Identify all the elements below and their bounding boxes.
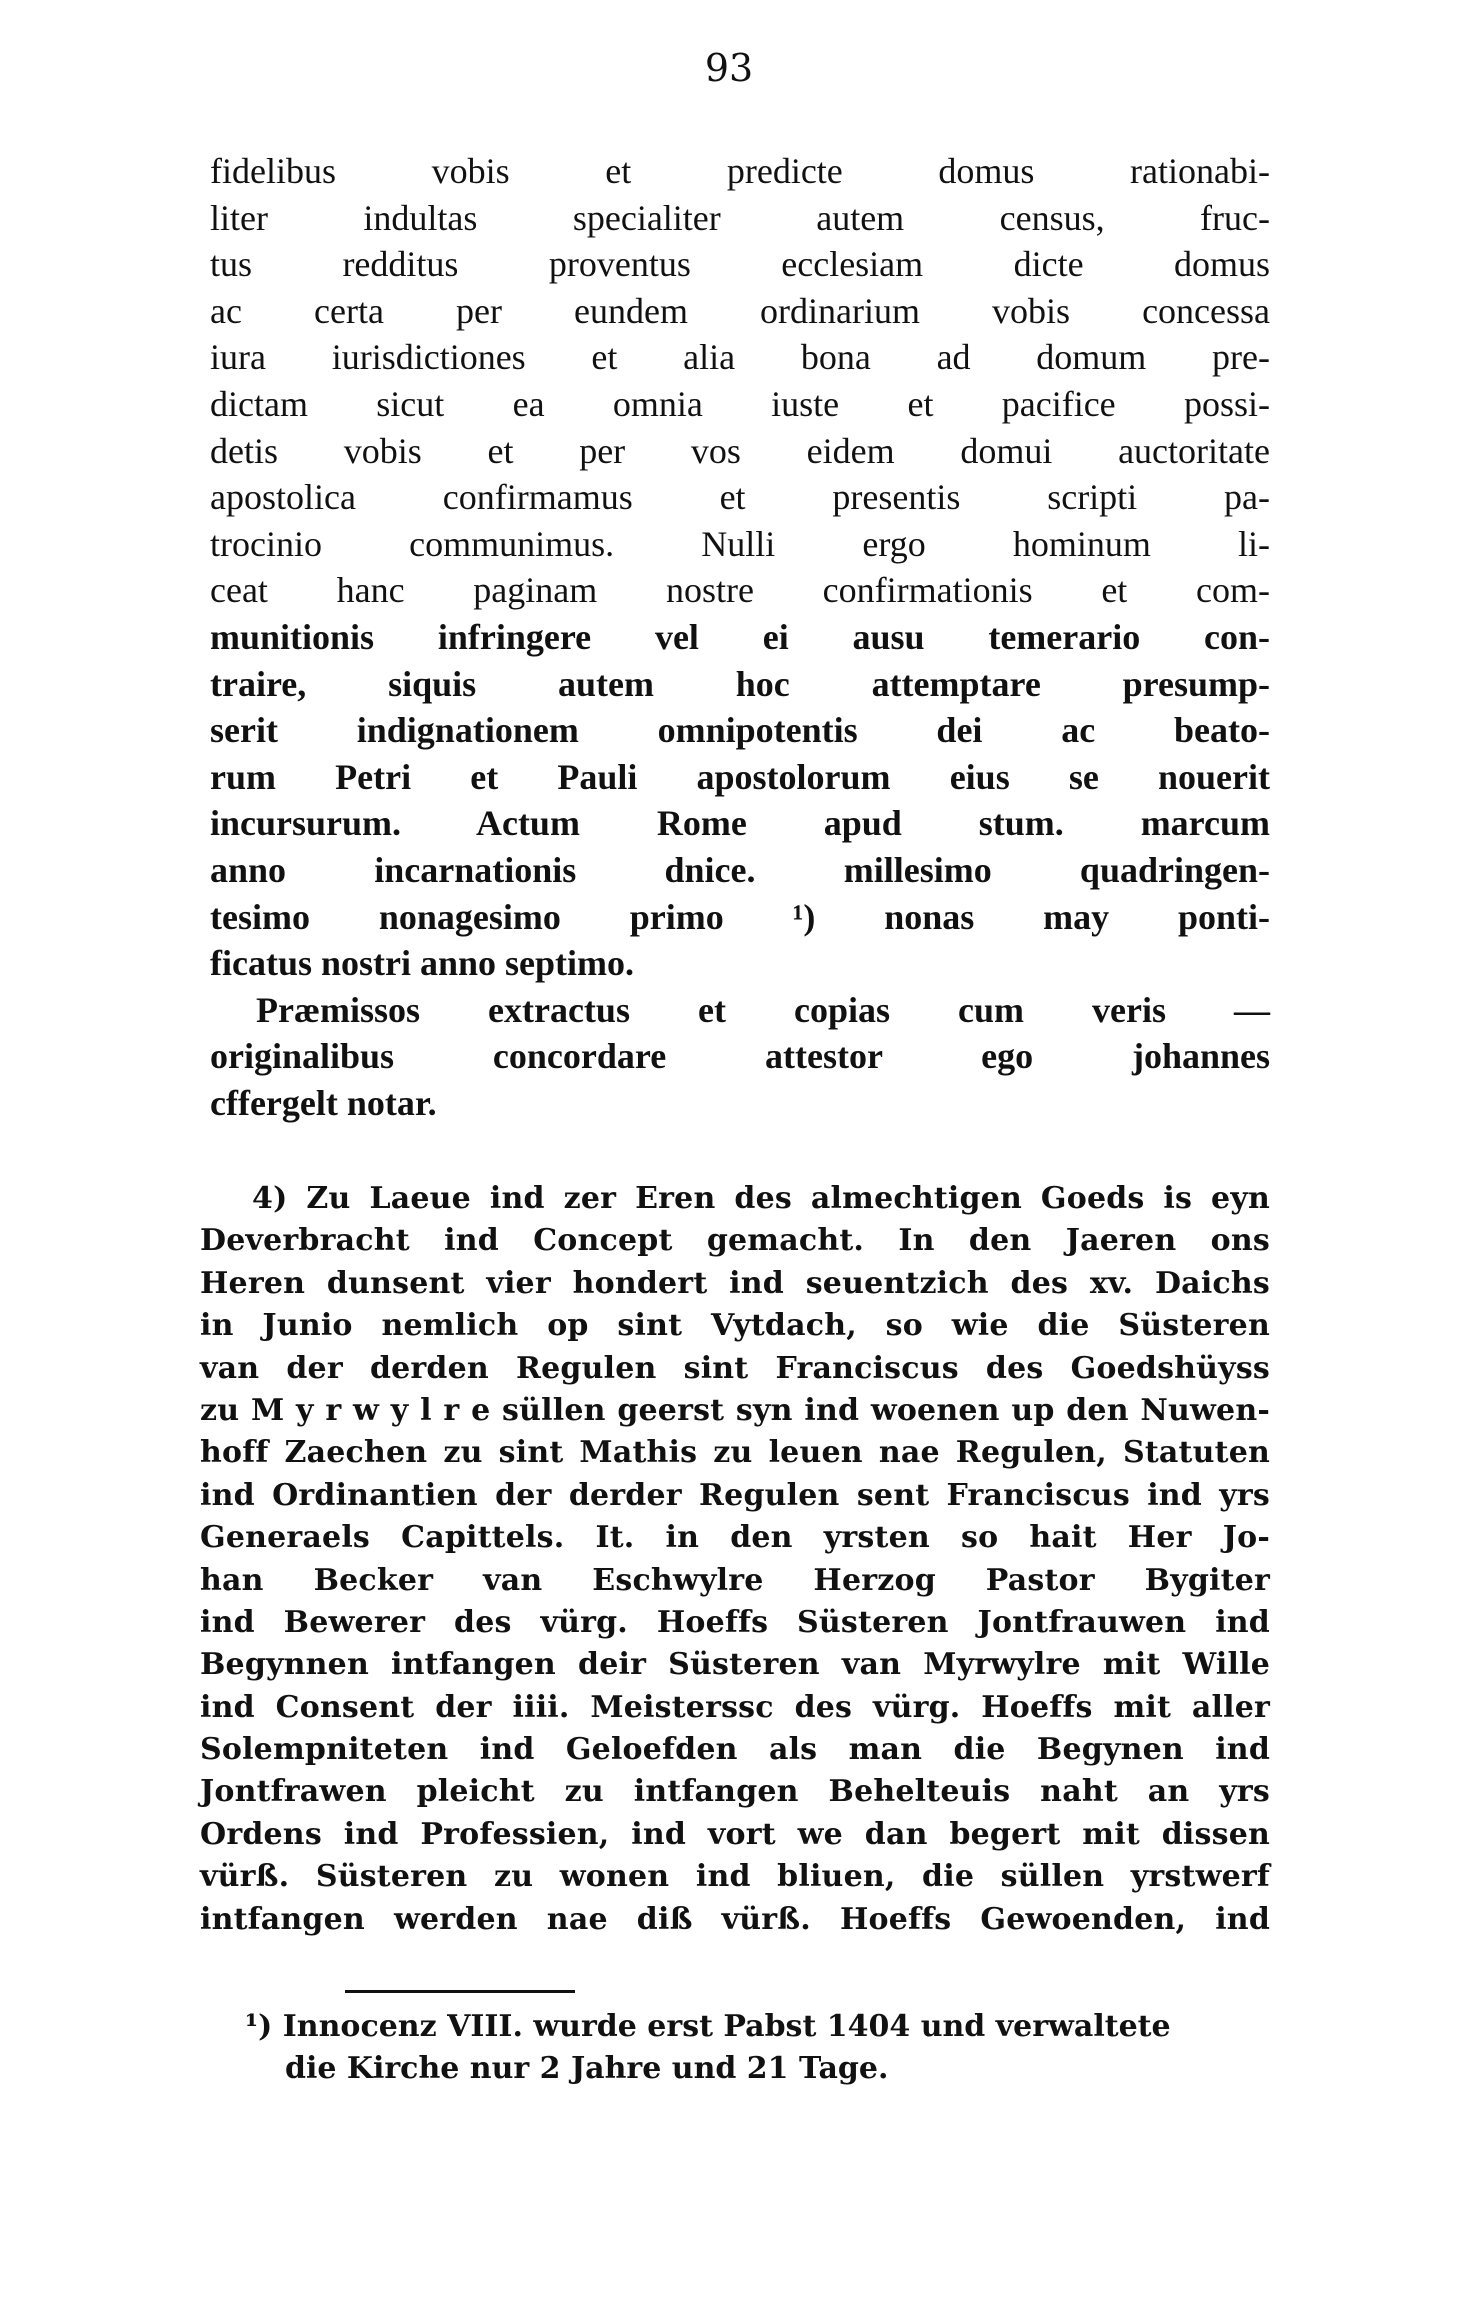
german-line: in Junio nemlich op sint Vytdach, so wie die Süsteren <box>200 1308 1270 1344</box>
german-line: Begynnen intfangen deir Süsteren van Myrwylre mit Wille <box>200 1647 1270 1683</box>
german-line: Heren dunsent vier hondert ind seuentzich des xv. Daichs <box>200 1265 1270 1301</box>
german-line: vürß. Süsteren zu wonen ind bliuen, die süllen yrstwerf <box>200 1859 1270 1895</box>
latin-paragraph <box>210 148 1270 1126</box>
german-line: 4) Zu Laeue ind zer Eren des almechtigen Goeds is eyn <box>252 1181 1270 1216</box>
footnote-divider <box>345 1990 575 1993</box>
german-paragraph <box>200 1178 1270 1941</box>
latin-line: incursurum. Actum Rome apud stum. marcum <box>210 803 1270 844</box>
footnote-line: ¹) Innocenz VIII. wurde erst Pabst 1404 und verwaltete <box>245 2009 1171 2044</box>
latin-line: rum Petri et Pauli apostolorum eius se nouerit <box>210 756 1270 797</box>
attestation-line: cffergelt notar. <box>210 1082 437 1123</box>
german-line: Ordens ind Professien, ind vort we dan begert mit dissen <box>200 1816 1270 1852</box>
footnote-line: die Kirche nur 2 Jahre und 21 Tage. <box>285 2051 889 2086</box>
latin-line: iura iurisdictiones et alia bona ad domum pre- <box>210 337 1270 378</box>
german-line: ind Ordinantien der derder Regulen sent Franciscus ind yrs <box>200 1477 1270 1513</box>
latin-line: dictam sicut ea omnia iuste et pacifice possi- <box>210 383 1270 424</box>
latin-line: tus redditus proventus ecclesiam dicte domus <box>210 244 1270 285</box>
german-line: Jontfrawen pleicht zu intfangen Behelteuis naht an yrs <box>200 1774 1270 1810</box>
latin-line: ceat hanc paginam nostre confirmationis et com- <box>210 570 1270 611</box>
latin-line: ac certa per eundem ordinarium vobis concessa <box>210 290 1270 331</box>
german-line: ind Bewerer des vürg. Hoeffs Süsteren Jontfrauwen ind <box>200 1604 1270 1640</box>
german-line: Solempniteten ind Geloefden als man die Begynen ind <box>200 1732 1270 1768</box>
german-line: Generaels Capittels. It. in den yrsten so hait Her Jo- <box>200 1520 1270 1556</box>
german-line: intfangen werden nae diß vürß. Hoeffs Gewoenden, ind <box>200 1901 1270 1937</box>
latin-line: fidelibus vobis et predicte domus rationabi- <box>210 151 1270 191</box>
latin-line: liter indultas specialiter autem census, fruc- <box>210 197 1270 238</box>
german-line: han Becker van Eschwylre Herzog Pastor Bygiter <box>200 1562 1270 1598</box>
latin-line: tesimo nonagesimo primo ¹) nonas may ponti- <box>210 896 1270 937</box>
footnote <box>245 2006 1255 2090</box>
latin-line: anno incarnationis dnice. millesimo quadringen- <box>210 849 1270 890</box>
attestation-line: Præmissos extractus et copias cum veris — <box>256 989 1270 1030</box>
latin-line: apostolica confirmamus et presentis scripti pa- <box>210 477 1270 518</box>
german-line: hoff Zaechen zu sint Mathis zu leuen nae Regulen, Statuten <box>200 1435 1270 1471</box>
latin-line: ficatus nostri anno septimo. <box>210 943 635 984</box>
latin-line: detis vobis et per vos eidem domui auctoritate <box>210 430 1270 471</box>
german-line: van der derden Regulen sint Franciscus des Goedshüyss <box>200 1350 1270 1386</box>
latin-line: serit indignationem omnipotentis dei ac beato- <box>210 710 1270 751</box>
attestation-line: originalibus concordare attestor ego johannes <box>210 1036 1270 1077</box>
page-number: 93 <box>704 46 754 90</box>
german-line: Deverbracht ind Concept gemacht. In den Jaeren ons <box>200 1223 1270 1259</box>
latin-line: traire, siquis autem hoc attemptare presump- <box>210 663 1270 704</box>
german-line: ind Consent der iiii. Meisterssc des vürg. Hoeffs mit aller <box>200 1689 1270 1725</box>
latin-line: trocinio communimus. Nulli ergo hominum li- <box>210 523 1270 564</box>
german-line: zu M y r w y l r e süllen geerst syn ind woenen up den Nuwen- <box>200 1392 1270 1428</box>
latin-line: munitionis infringere vel ei ausu temerario con- <box>210 616 1270 657</box>
